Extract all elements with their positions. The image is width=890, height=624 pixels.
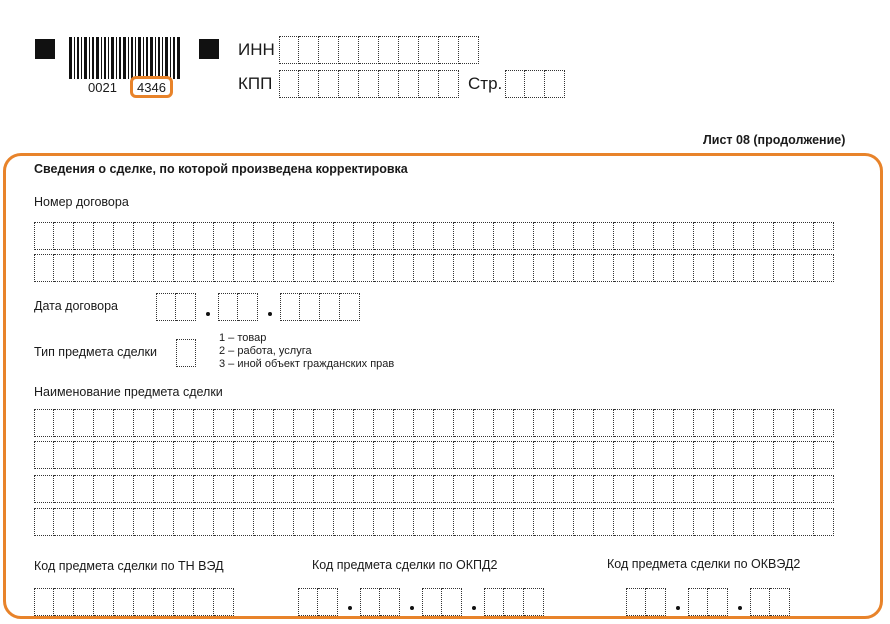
subject-name-row-4[interactable]	[34, 508, 834, 536]
code-separator-dot	[348, 606, 352, 610]
subject-name-row-3[interactable]	[34, 475, 834, 503]
contract-number-row-2[interactable]	[34, 254, 834, 282]
code-okpd2-label: Код предмета сделки по ОКПД2	[312, 558, 498, 572]
contract-date-day[interactable]	[156, 293, 196, 321]
code-separator-dot	[410, 606, 414, 610]
subject-type-label: Тип предмета сделки	[34, 345, 157, 359]
code-okpd2-part-1[interactable]	[298, 588, 338, 616]
contract-date-year[interactable]	[280, 293, 360, 321]
subject-name-row-2[interactable]	[34, 441, 834, 469]
code-okpd2-part-4[interactable]	[484, 588, 544, 616]
kpp-field[interactable]	[279, 70, 459, 98]
contract-number-label: Номер договора	[34, 195, 129, 209]
corner-marker-left	[35, 39, 55, 59]
code-tnved-label: Код предмета сделки по ТН ВЭД	[34, 559, 224, 573]
code-separator-dot	[738, 606, 742, 610]
code-okved2-part-1[interactable]	[626, 588, 666, 616]
barcode	[69, 37, 181, 79]
code-okved2-part-2[interactable]	[688, 588, 728, 616]
section-title: Сведения о сделке, по которой произведена корректировка	[34, 162, 408, 176]
code-separator-dot	[472, 606, 476, 610]
subject-type-option-1: 1 – товар	[219, 332, 267, 344]
date-separator-dot	[206, 312, 210, 316]
date-separator-dot	[268, 312, 272, 316]
contract-date-month[interactable]	[218, 293, 258, 321]
code-tnved-field[interactable]	[34, 588, 234, 616]
barcode-code: 4346	[130, 76, 173, 98]
subject-type-field[interactable]	[176, 339, 196, 367]
subject-name-label: Наименование предмета сделки	[34, 385, 223, 399]
page-number-field[interactable]	[505, 70, 565, 98]
sheet-title: Лист 08 (продолжение)	[703, 133, 846, 147]
subject-name-row-1[interactable]	[34, 409, 834, 437]
subject-type-option-3: 3 – иной объект гражданских прав	[219, 358, 395, 370]
code-okpd2-part-3[interactable]	[422, 588, 462, 616]
code-okved2-part-3[interactable]	[750, 588, 790, 616]
corner-marker-right	[199, 39, 219, 59]
code-okpd2-part-2[interactable]	[360, 588, 400, 616]
code-separator-dot	[676, 606, 680, 610]
contract-number-row-1[interactable]	[34, 222, 834, 250]
subject-type-option-2: 2 – работа, услуга	[219, 345, 312, 357]
page-label: Стр.	[468, 74, 503, 93]
contract-date-label: Дата договора	[34, 299, 118, 313]
kpp-label: КПП	[238, 74, 273, 93]
inn-label: ИНН	[238, 40, 275, 59]
barcode-prefix: 0021	[88, 80, 117, 95]
code-okved2-label: Код предмета сделки по ОКВЭД2	[607, 557, 801, 571]
inn-field[interactable]	[279, 36, 479, 64]
